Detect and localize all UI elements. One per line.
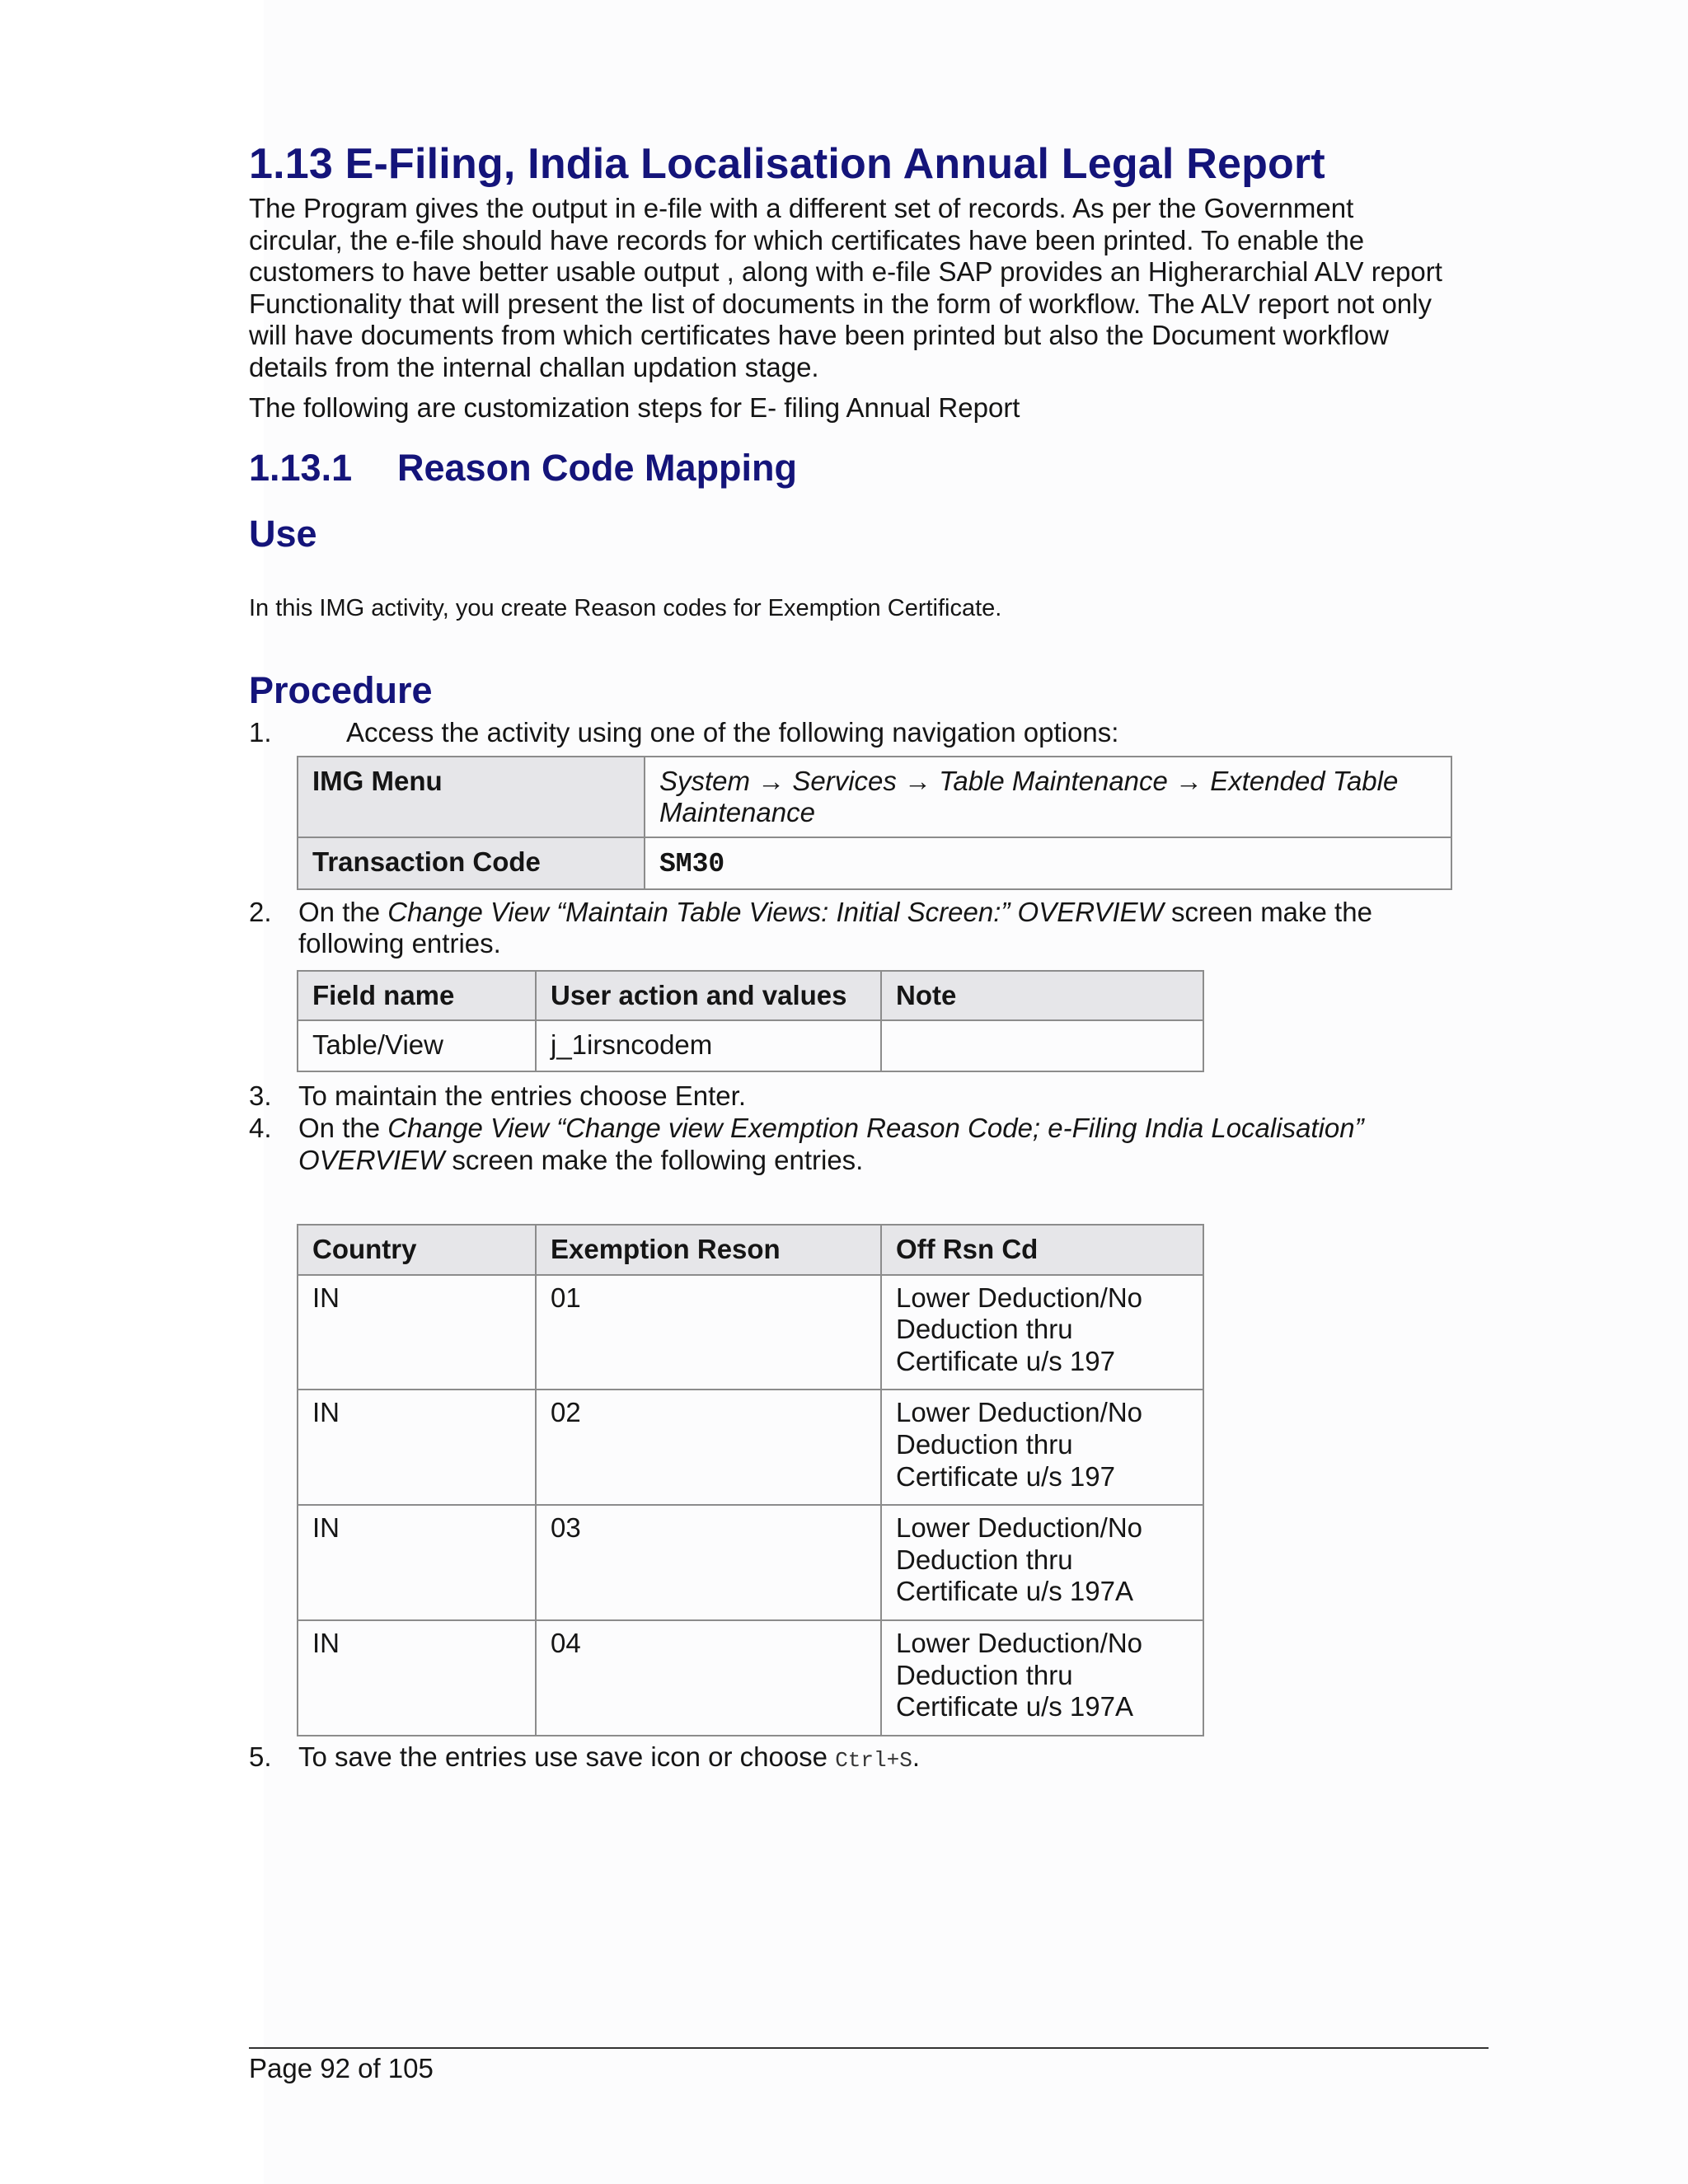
- step-text: Access the activity using one of the following navigation options:: [346, 717, 1119, 748]
- table-header-row: [298, 971, 1203, 1021]
- table-cell: 03: [536, 1505, 881, 1620]
- table-cell: Lower Deduction/No Deduction thru Certificate u/s 197A: [881, 1620, 1203, 1736]
- shortcut-key: Ctrl+S: [835, 1747, 912, 1773]
- table-cell: 01: [536, 1275, 881, 1390]
- use-text: In this IMG activity, you create Reason codes for Exemption Certificate.: [249, 595, 1002, 622]
- step-number: 5.: [249, 1741, 272, 1772]
- img-menu-path: System → Services → Table Maintenance → Extended Table Maintenance: [645, 757, 1451, 837]
- procedure-heading: Procedure: [249, 669, 433, 712]
- column-header: Off Rsn Cd: [881, 1225, 1203, 1275]
- table-cell: 02: [536, 1390, 881, 1505]
- step-text: [249, 897, 1469, 960]
- table-row: [298, 1505, 1203, 1620]
- step-4: [249, 1113, 1469, 1176]
- section-title: Reason Code Mapping: [397, 447, 798, 490]
- transaction-code-label: Transaction Code: [298, 837, 645, 889]
- step-3: [249, 1080, 1469, 1113]
- step-number: 4.: [249, 1112, 272, 1143]
- step-text-pre: On the: [298, 1112, 388, 1143]
- table-row: [298, 837, 1451, 889]
- step-text-post: screen make the following entries.: [444, 1144, 864, 1175]
- table-row: [298, 1390, 1203, 1505]
- step-text-pre: To save the entries use save icon or choose: [298, 1741, 836, 1772]
- section-number: 1.13.1: [249, 447, 353, 490]
- section-heading: [249, 440, 1469, 496]
- intro-paragraph: The Program gives the output in e-file with a different set of records. As per the Government circular, the e-file should have records for which certificates have been printed. To enable the customers to have better usable output , along with e-file SAP provides an Higherarchial ALV report Functionality that will present the list of documents in the form of workflow. The ALV report not only will have documents from which certificates have been printed but also the Document workflow details from the internal challan updation stage.: [249, 193, 1442, 382]
- step-text: To maintain the entries choose Enter.: [298, 1080, 746, 1112]
- navigation-table: [297, 756, 1452, 890]
- transaction-code-value: SM30: [659, 848, 725, 879]
- column-header: User action and values: [536, 971, 881, 1021]
- footer-divider: [249, 2047, 1489, 2049]
- step-text-pre: On the: [298, 896, 388, 927]
- table-cell: Lower Deduction/No Deduction thru Certificate u/s 197: [881, 1390, 1203, 1505]
- table-cell: IN: [298, 1390, 536, 1505]
- step-text: [249, 1113, 1469, 1176]
- step-number: 2.: [249, 896, 272, 927]
- table-header-row: [298, 1225, 1203, 1275]
- page-number: Page 92 of 105: [249, 2053, 434, 2083]
- table-cell: Table/View: [298, 1020, 536, 1071]
- step-number: 3.: [249, 1080, 272, 1112]
- column-header: Note: [881, 971, 1203, 1021]
- step-text: [249, 1741, 1469, 1777]
- step-5: [249, 1741, 1469, 1777]
- intro-followup: The following are customization steps for E- filing Annual Report: [249, 391, 1020, 423]
- table-row: [298, 1020, 1203, 1071]
- entry-table: [297, 970, 1204, 1073]
- screen-name: Change View “Maintain Table Views: Initial Screen:” OVERVIEW: [387, 896, 1164, 927]
- reason-code-table: [297, 1224, 1204, 1736]
- table-cell: Lower Deduction/No Deduction thru Certificate u/s 197: [881, 1275, 1203, 1390]
- column-header: Country: [298, 1225, 536, 1275]
- step-2: [249, 897, 1469, 960]
- step-text-post: screen make the following entries.: [298, 896, 1372, 959]
- step-text-post: .: [912, 1741, 920, 1772]
- document-body: [249, 132, 1469, 1776]
- table-row: [298, 1275, 1203, 1390]
- table-row: [298, 1620, 1203, 1736]
- table-cell: IN: [298, 1620, 536, 1736]
- screen-name: Change View “Change view Exemption Reason Code; e-Filing India Localisation” OVERVIEW: [298, 1112, 1364, 1175]
- use-heading: Use: [249, 513, 317, 555]
- table-cell: IN: [298, 1505, 536, 1620]
- column-header: Exemption Reson: [536, 1225, 881, 1275]
- page-title: 1.13 E-Filing, India Localisation Annual Legal Report: [249, 140, 1325, 188]
- img-menu-label: IMG Menu: [298, 757, 645, 837]
- table-cell: Lower Deduction/No Deduction thru Certificate u/s 197A: [881, 1505, 1203, 1620]
- table-cell: IN: [298, 1275, 536, 1390]
- column-header: Field name: [298, 971, 536, 1021]
- step-number: 1.: [249, 717, 272, 748]
- table-cell: 04: [536, 1620, 881, 1736]
- table-row: [298, 757, 1451, 837]
- step-1: [249, 717, 1469, 749]
- table-cell: j_1irsncodem: [536, 1020, 881, 1071]
- table-cell: [881, 1020, 1203, 1071]
